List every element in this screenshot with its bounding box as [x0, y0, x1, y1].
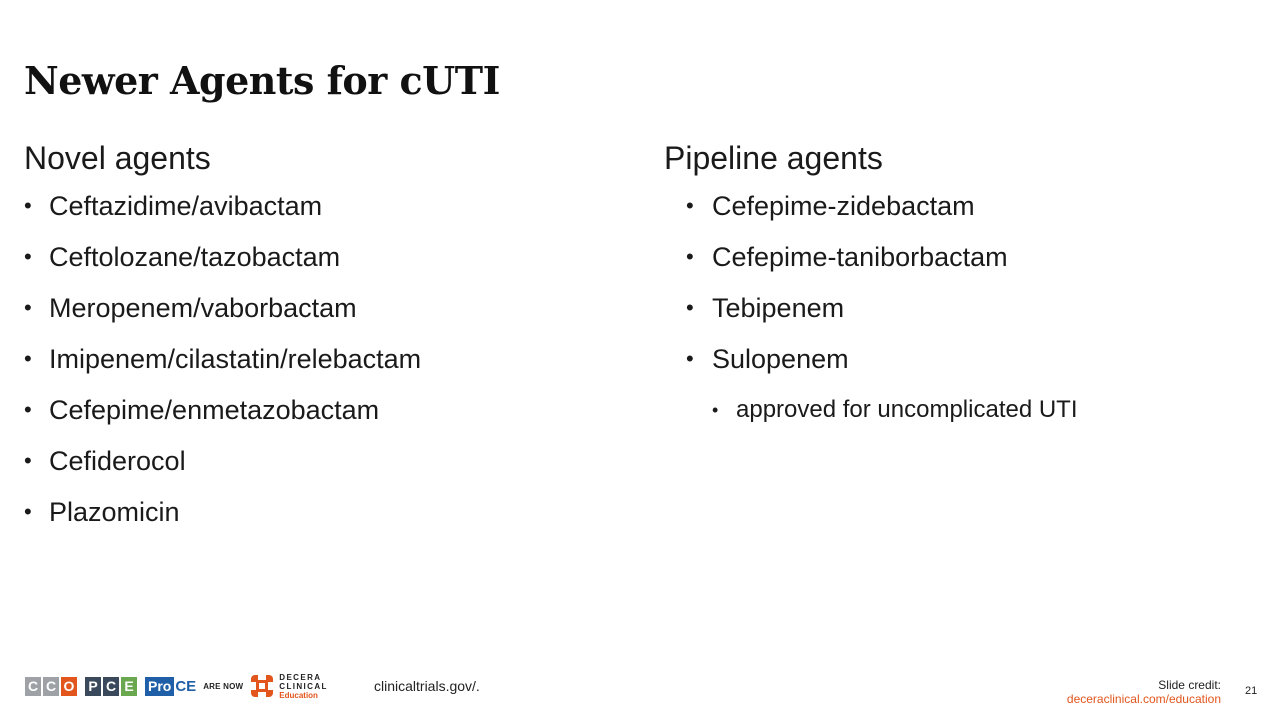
bullet-icon: •	[686, 346, 694, 371]
pipeline-agents-heading: Pipeline agents	[664, 140, 883, 176]
sub-list-item: • approved for uncomplicated UTI	[664, 394, 1078, 426]
bullet-icon: •	[24, 295, 32, 320]
bullet-icon: •	[24, 244, 32, 269]
bullet-icon: •	[24, 499, 32, 524]
bullet-icon: •	[24, 448, 32, 473]
novel-agents-column	[24, 138, 421, 547]
pce-logo-e: E	[121, 677, 137, 696]
source-citation: clinicaltrials.gov/.	[374, 678, 480, 694]
slide-credit	[1067, 678, 1221, 706]
slide-credit-label: Slide credit:	[1158, 678, 1221, 692]
bullet-icon: •	[686, 295, 694, 320]
list-item: • Plazomicin	[24, 497, 180, 527]
cco-logo-c2: C	[43, 677, 59, 696]
bullet-icon: •	[686, 193, 694, 218]
novel-agents-list	[24, 190, 421, 528]
novel-agents-heading: Novel agents	[24, 140, 211, 176]
list-item: • Ceftolozane/tazobactam	[24, 242, 341, 272]
page-number: 21	[1245, 685, 1258, 697]
decera-logo-text: DECERA CLINICAL Education	[279, 672, 328, 700]
bullet-icon: •	[24, 193, 32, 218]
list-item: • Cefepime-taniborbactam	[686, 242, 1008, 272]
list-item: • Cefiderocol	[24, 446, 186, 476]
list-item: • Imipenem/cilastatin/relebactam	[24, 344, 422, 374]
bullet-icon: •	[686, 244, 694, 269]
slide-credit-link[interactable]: deceraclinical.com/education	[1066, 692, 1221, 706]
pipeline-agents-column	[664, 138, 1078, 445]
list-item: • Cefepime-zidebactam	[686, 191, 975, 221]
list-item: • Ceftazidime/avibactam	[24, 191, 323, 221]
list-item: • Meropenem/vaborbactam	[24, 293, 357, 323]
cco-logo-c1: C	[25, 677, 41, 696]
bullet-icon: •	[712, 400, 719, 420]
footer-logo-bar	[25, 672, 328, 700]
proce-logo: Pro CE	[145, 677, 196, 696]
list-item: • Tebipenem	[686, 293, 845, 323]
pce-logo-p: P	[85, 677, 101, 696]
bullet-icon: •	[24, 397, 32, 422]
slide-title: Newer Agents for cUTI	[24, 58, 500, 103]
cco-logo-o: O	[61, 677, 77, 696]
decera-logo-icon	[251, 675, 273, 697]
bullet-icon: •	[24, 346, 32, 371]
are-now-label: ARE NOW	[203, 681, 244, 691]
list-item: • Cefepime/enmetazobactam	[24, 395, 380, 425]
pce-logo-c: C	[103, 677, 119, 696]
list-item: • Sulopenem	[686, 344, 849, 374]
pipeline-agents-list	[664, 190, 1078, 426]
